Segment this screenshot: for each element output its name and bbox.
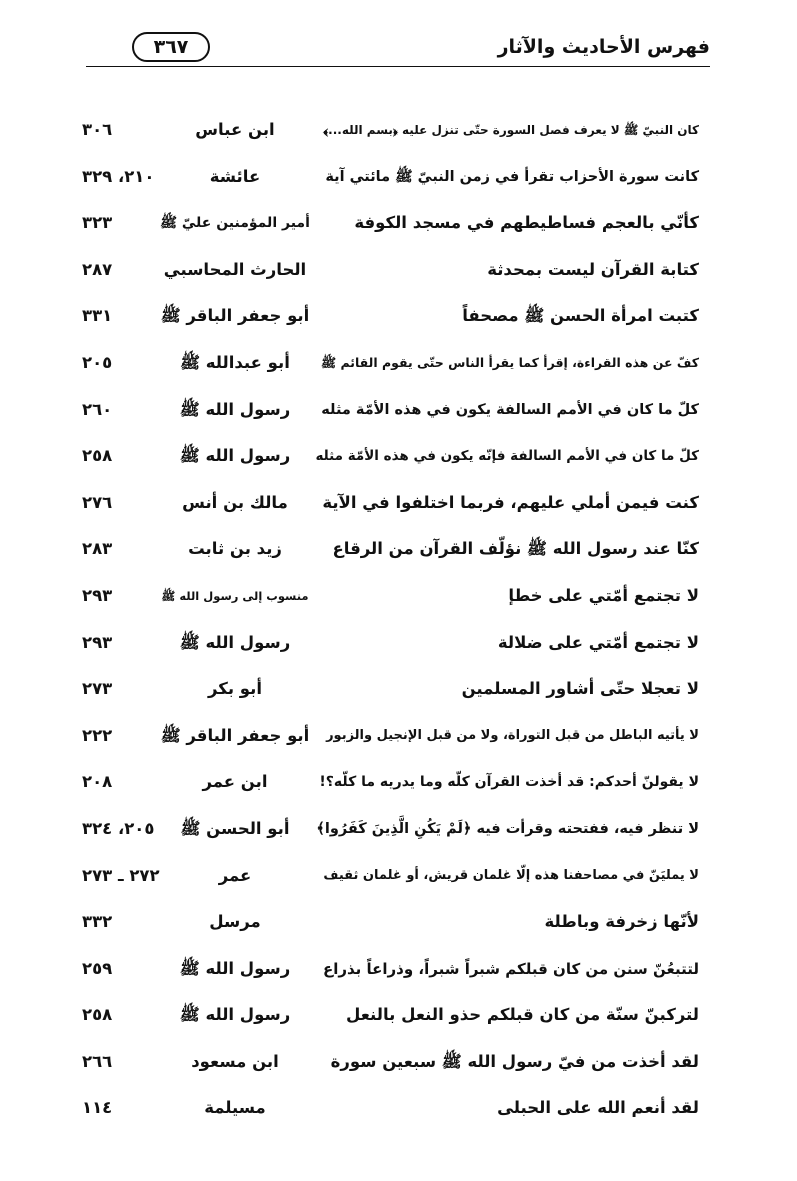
index-entry-row <box>0 1086 797 1133</box>
page-reference: ٢٨٣ <box>82 539 113 559</box>
page-reference: ٢٦٦ <box>82 1051 113 1071</box>
hadith-text: لا تعجلا حتّى أشاور المسلمين <box>461 679 699 699</box>
hadith-text: كأنّي بالعجم فساطيطهم في مسجد الكوفة <box>354 213 699 233</box>
narrator: منسوب إلى رسول الله ﷺ <box>161 588 309 603</box>
narrator: ابن مسعود <box>191 1051 279 1071</box>
hadith-text: كنت فيمن أملي عليهم، فربما اختلفوا في الآية <box>322 492 699 512</box>
hadith-text: لتتبعُنّ سنن من كان قبلكم شبراً شبراً، وذراعاً بذراع <box>322 959 699 978</box>
hadith-text: لقد أنعم الله على الحبلى <box>497 1098 699 1118</box>
index-entry-row <box>0 900 797 947</box>
hadith-text: لا يقولنّ أحدكم: قد أخذت القرآن كلّه وما يدريه ما كلّه؟! <box>319 774 699 791</box>
hadith-text: لا يأتيه الباطل من قبل التوراة، ولا من قبل الإنجيل والزبور <box>326 727 699 743</box>
index-entry-row <box>0 760 797 807</box>
narrator: أبو الحسن ﷺ <box>180 818 290 838</box>
page-reference: ٢٧٢ ـ ٢٧٣ <box>82 865 160 885</box>
narrator: أبو جعفر الباقر ﷺ <box>160 306 310 326</box>
page-reference: ٣٣١ <box>82 306 113 326</box>
narrator: مسيلمة <box>204 1098 266 1118</box>
page-reference: ٢٠٨ <box>82 772 113 792</box>
hadith-text: لأنّها زخرفة وباطلة <box>544 912 699 932</box>
index-entry-row <box>0 388 797 435</box>
page-reference: ٢٢٢ <box>82 725 113 745</box>
hadith-text: كلّ ما كان في الأمم السالفة فإنّه يكون في هذه الأمّة مثله <box>315 448 699 465</box>
narrator: أبو جعفر الباقر ﷺ <box>160 725 310 745</box>
hadith-text: لقد أخذت من فيّ رسول الله ﷺ سبعين سورة <box>330 1051 699 1071</box>
hadith-text: لا تنظر فيه، ففتحته وقرأت فيه ﴿لَمْ يَكُنِ الَّذِينَ كَفَرُوا﴾ <box>316 820 699 837</box>
narrator: رسول الله ﷺ <box>179 632 291 652</box>
hadith-text: كلّ ما كان في الأمم السالفة يكون في هذه الأمّة مثله <box>321 401 699 418</box>
hadith-text: لا تجتمع أمّتي على ضلالة <box>497 632 699 652</box>
narrator: أبو بكر <box>208 679 262 699</box>
hadith-text: كتبت امرأة الحسن ﷺ مصحفاً <box>462 306 699 326</box>
narrator: مرسل <box>209 912 261 932</box>
header-rule <box>86 66 710 67</box>
page-reference: ٢٧٣ <box>82 679 113 699</box>
page-reference: ٢٥٩ <box>82 958 113 978</box>
page-reference: ٣٠٦ <box>82 120 113 139</box>
hadith-text: كنّا عند رسول الله ﷺ نؤلّف القرآن من الرقاع <box>332 539 699 559</box>
index-entry-row <box>0 621 797 668</box>
hadith-text: كتابة القرآن ليست بمحدثة <box>487 259 699 279</box>
hadith-text: كان النبيّ ﷺ لا يعرف فصل السورة حتّى تنزل عليه ﴿بسم الله...﴾ <box>323 123 699 137</box>
index-entry-row <box>0 807 797 854</box>
index-entry-row <box>0 947 797 994</box>
page-header <box>86 28 710 68</box>
index-entry-row <box>0 201 797 248</box>
page-reference: ٢٠٥، ٣٢٤ <box>82 818 155 838</box>
hadith-text: كانت سورة الأحزاب تقرأ في زمن النبيّ ﷺ مائتي آية <box>325 168 699 185</box>
narrator: رسول الله ﷺ <box>179 958 291 978</box>
narrator: عمر <box>218 865 252 885</box>
page-reference: ٢٩٣ <box>82 585 113 605</box>
page-reference: ٢٥٨ <box>82 446 113 466</box>
page-reference: ٢٩٣ <box>82 632 113 652</box>
index-entry-row <box>0 248 797 295</box>
index-entry-row <box>0 714 797 761</box>
index-entry-row <box>0 341 797 388</box>
page-reference: ٣٢٣ <box>82 213 113 233</box>
page-reference: ٢٦٠ <box>82 399 113 419</box>
narrator: أمير المؤمنين عليّ ﷺ <box>160 215 310 232</box>
hadith-text: كفّ عن هذه القراءة، إقرأ كما يقرأ الناس حتّى يقوم القائم ﷺ <box>321 354 699 370</box>
page-reference: ٢١٠، ٣٢٩ <box>82 166 155 186</box>
narrator: عائشة <box>209 166 261 186</box>
hadith-text: لا يمليَنّ في مصاحفنا هذه إلّا غلمان قريش، أو غلمان ثقيف <box>323 867 699 883</box>
page-reference: ٢٠٥ <box>82 352 113 372</box>
narrator: مالك بن أنس <box>182 492 288 512</box>
hadith-text: لتركبنّ سنّة من كان قبلكم حذو النعل بالنعل <box>346 1005 699 1025</box>
narrator: الحارث المحاسبي <box>163 259 307 279</box>
narrator: رسول الله ﷺ <box>179 446 291 466</box>
narrator: رسول الله ﷺ <box>179 1005 291 1025</box>
narrator: رسول الله ﷺ <box>179 399 291 419</box>
page-reference: ١١٤ <box>82 1098 113 1118</box>
index-entry-row <box>0 574 797 621</box>
narrator: أبو عبدالله ﷺ <box>180 352 290 372</box>
index-entry-row <box>0 667 797 714</box>
hadith-text: لا تجتمع أمّتي على خطإ <box>508 585 699 605</box>
index-entry-row <box>0 993 797 1040</box>
index-entry-row <box>0 434 797 481</box>
page-reference: ٢٥٨ <box>82 1005 113 1025</box>
index-entries-list <box>0 108 797 1133</box>
narrator: ابن عباس <box>195 120 275 139</box>
index-entry-row <box>0 481 797 528</box>
index-entry-row <box>0 155 797 202</box>
index-entry-row <box>0 527 797 574</box>
narrator: زيد بن ثابت <box>188 539 282 559</box>
page-reference: ٢٧٦ <box>82 492 113 512</box>
page-reference: ٣٣٢ <box>82 912 113 932</box>
index-entry-row <box>0 294 797 341</box>
running-head-title: فهرس الأحاديث والآثار <box>497 36 710 58</box>
index-entry-row <box>0 108 797 155</box>
narrator: ابن عمر <box>202 772 268 792</box>
page-reference: ٢٨٧ <box>82 259 113 279</box>
page-number: ٣٦٧ <box>132 32 210 62</box>
index-entry-row <box>0 854 797 901</box>
index-entry-row <box>0 1040 797 1087</box>
